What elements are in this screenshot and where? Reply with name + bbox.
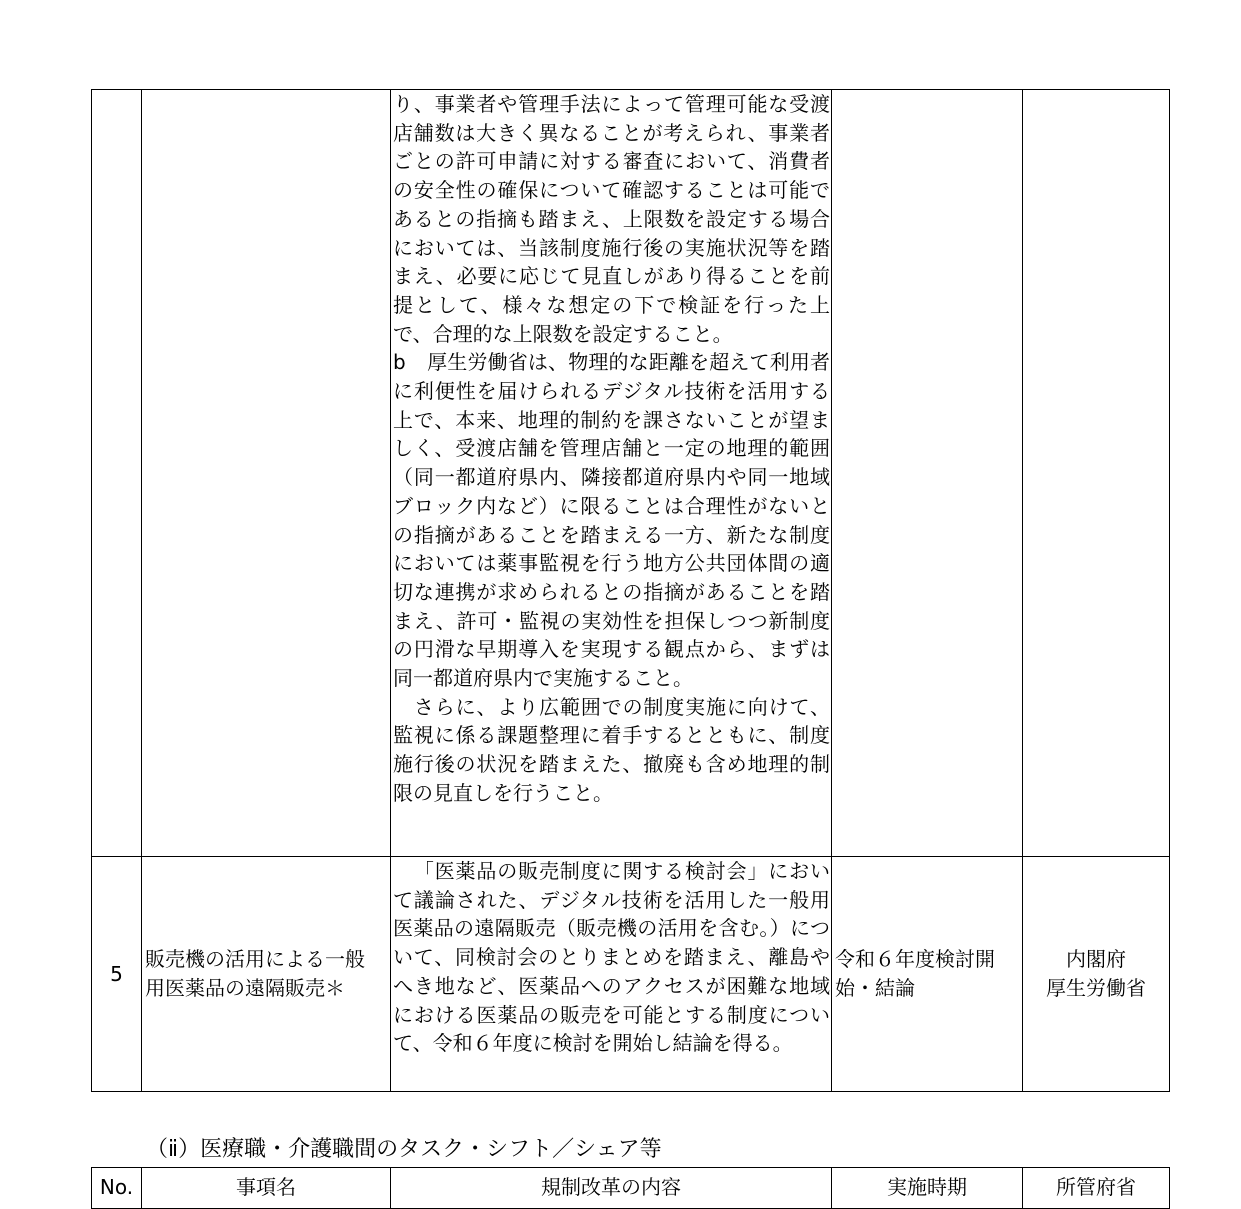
table-row-continued <box>92 90 1170 857</box>
period-cell <box>832 857 1023 1092</box>
item-name-line1: 販売機の活用による一般 <box>145 947 365 972</box>
header-content: 規制改革の内容 <box>391 1168 832 1209</box>
header-ministry: 所管府省 <box>1023 1168 1170 1209</box>
ministry-cell <box>1023 857 1170 1092</box>
content-cell <box>391 90 832 857</box>
content-part1: り、事業者や管理手法によって管理可能な受渡店舗数は大きく異なることが考えられ、事業者ごとの許可申請に対する審査において、消費者の安全性の確保について確認することは可能であるとの指摘も踏まえ、上限数を設定する場合においては、当該制度施行後の実施状況等を踏まえ、必要に応じて見直しがあり得ることを前提として、様々な想定の下で検証を行った上で、合理的な上限数を設定すること。 <box>393 92 830 346</box>
no-cell <box>92 90 142 857</box>
ministry-line1: 内閣府 <box>1066 947 1126 972</box>
content-part2: 厚生労働省は、物理的な距離を超えて利用者に利便性を届けられるデジタル技術を活用する上で、本来、地理的制約を課さないことが望ましく、受渡店舗を管理店舗と一定の地理的範囲（同一都道府県内、隣接都道府県内や同一地域ブロック内など）に限ることは合理性がないとの指摘があることを踏まえる一方、新たな制度においては薬事監視を行う地方公共団体間の適切な連携が求められるとの指摘があることを踏まえ、許可・監視の実効性を担保しつつ新制度の円滑な早期導入を実現する観点から、まずは同一都道府県内で実施すること。 <box>393 350 830 691</box>
item-marker-b: b <box>393 350 406 375</box>
header-period: 実施時期 <box>832 1168 1023 1209</box>
item-name-cell <box>142 857 391 1092</box>
content-part3: さらに、より広範囲での制度実施に向けて、監視に係る課題整理に着手するとともに、制度施行後の状況を踏まえた、撤廃も含め地理的制限の見直しを行うこと。 <box>393 694 830 805</box>
content-text: 「医薬品の販売制度に関する検討会」において議論された、デジタル技術を活用した一般用医薬品の遠隔販売（販売機の活用を含む。）について、同検討会のとりまとめを踏まえ、離島やへき地など、医薬品へのアクセスが困難な地域における医薬品の販売を可能とする制度について、令和６年度に検討を開始し結論を得る。 <box>393 859 830 1056</box>
item-name-line2: 用医薬品の遠隔販売＊ <box>145 976 345 1000</box>
table-header-row <box>92 1168 1170 1209</box>
period-line2: 始・結論 <box>835 976 915 1000</box>
ministry-line2: 厚生労働省 <box>1046 976 1146 1000</box>
next-table <box>91 1167 1170 1209</box>
content-cell <box>391 857 832 1092</box>
ministry-cell <box>1023 90 1170 857</box>
table-row-5 <box>92 857 1170 1092</box>
period-cell <box>832 90 1023 857</box>
item-cell <box>142 90 391 857</box>
section-heading: （ⅱ）医療職・介護職間のタスク・シフト／シェア等 <box>146 1137 662 1162</box>
reform-table <box>91 89 1170 1092</box>
header-item: 事項名 <box>142 1168 391 1209</box>
row-number: 5 <box>92 857 142 1092</box>
header-no: No. <box>92 1168 142 1209</box>
period-line1: 令和６年度検討開 <box>835 947 995 972</box>
